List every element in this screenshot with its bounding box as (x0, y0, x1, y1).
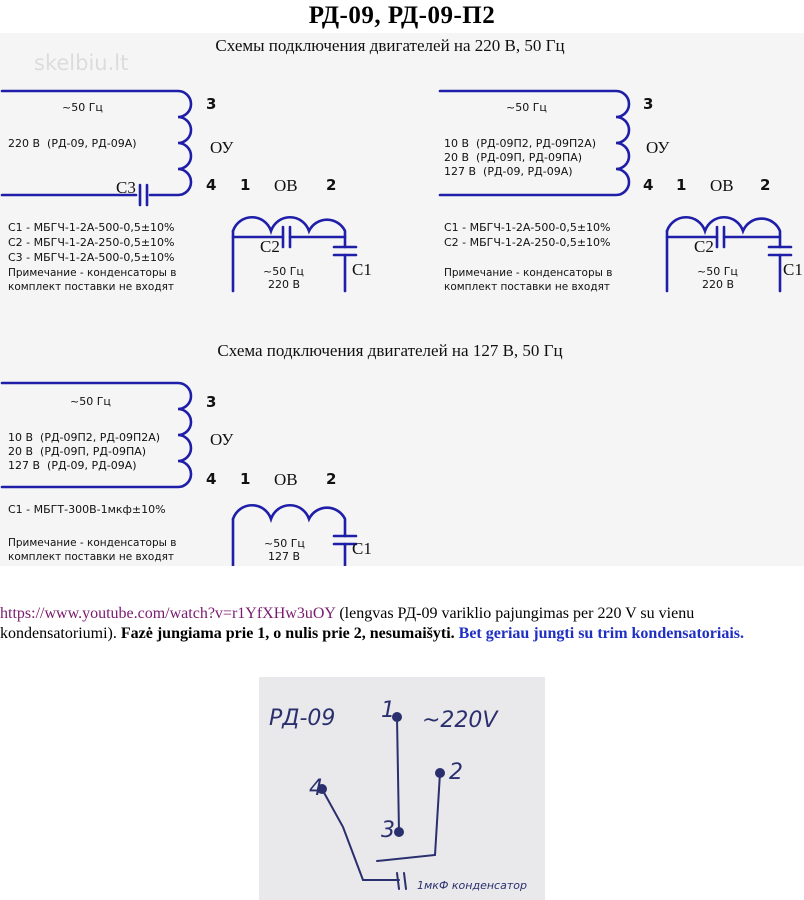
bottom-ov-label: ОВ (274, 470, 298, 489)
left-remark-1: Примечание - конденсаторы в (8, 267, 177, 279)
sketch-terminal-3 (394, 827, 404, 837)
right-supply-freq: ~50 Гц (697, 265, 738, 278)
right-ou-label: ОУ (646, 138, 670, 157)
left-capacitor-2: С2 - МБГЧ-1-2А-250-0,5±10% (8, 236, 175, 249)
right-pin-1: 1 (676, 176, 687, 194)
right-pin-3: 3 (643, 95, 654, 113)
sketch-capacitor-label: 1мкФ конденсатор (417, 879, 527, 892)
section-127v-heading: Схема подключения двигателей на 127 В, 50 Гц (217, 341, 563, 360)
sketch-label-2: 2 (449, 760, 463, 785)
left-pin-4: 4 (206, 176, 217, 194)
right-remark-1: Примечание - конденсаторы в (444, 267, 613, 279)
bottom-remark-2: комплект поставки не входят (8, 551, 175, 563)
hand-sketch-photo (259, 677, 545, 900)
left-pin-2: 2 (326, 176, 337, 194)
left-pin-3: 3 (206, 95, 217, 113)
right-capacitor-2: С2 - МБГЧ-1-2А-250-0,5±10% (444, 236, 611, 249)
left-remark-2: комплект поставки не входят (8, 281, 175, 293)
left-c2-capacitor (283, 227, 290, 247)
bottom-ou-label: ОУ (210, 430, 234, 449)
bottom-pin-1: 1 (240, 470, 251, 488)
right-voltage-1: 10 В (РД-09П2, РД-09П2А) (444, 137, 597, 150)
left-ov-label: ОВ (274, 176, 298, 195)
note-bold-instruction: Fazė jungiama prie 1, o nulis prie 2, nesumaišyti. (120, 625, 455, 642)
bottom-capacitor-1: С1 - МБГТ-300В-1мкф±10% (8, 503, 166, 516)
right-voltage-2: 20 В (РД-09П, РД-09ПА) (444, 151, 583, 164)
left-c3-capacitor (140, 185, 147, 205)
sketch-voltage-label: ~220V (422, 708, 498, 733)
bottom-ov-winding (233, 505, 345, 536)
bottom-c1-label: С1 (352, 539, 372, 558)
right-freq-label: ~50 Гц (506, 101, 547, 114)
bottom-remark-1: Примечание - конденсаторы в (8, 537, 177, 549)
bottom-freq-label: ~50 Гц (70, 395, 111, 408)
wiring-note (0, 604, 800, 644)
sketch-label-4: 4 (309, 776, 323, 801)
left-c1-label: С1 (352, 260, 372, 279)
watermark-text: skelbiu.lt (34, 51, 129, 75)
left-supply-freq: ~50 Гц (263, 265, 304, 278)
bottom-pin-3: 3 (206, 393, 217, 411)
bottom-voltage-1: 10 В (РД-09П2, РД-09П2А) (8, 431, 161, 444)
right-supply-voltage: 220 В (702, 278, 735, 291)
left-freq-label: ~50 Гц (62, 101, 103, 114)
bottom-pin-4: 4 (206, 470, 217, 488)
section-220v-heading: Схемы подключения двигателей на 220 В, 50 Гц (215, 36, 565, 55)
bottom-voltage-2: 20 В (РД-09П, РД-09ПА) (8, 445, 147, 458)
left-supply-voltage: 220 В (268, 278, 301, 291)
right-c2-label: С2 (694, 237, 714, 256)
right-voltage-3: 127 В (РД-09, РД-09А) (444, 165, 573, 178)
right-pin-2: 2 (760, 176, 771, 194)
left-capacitor-3: С3 - МБГЧ-1-2А-500-0,5±10% (8, 251, 175, 264)
schematics-panel (0, 33, 804, 566)
left-capacitor-1: С1 - МБГЧ-1-2А-500-0,5±10% (8, 221, 175, 234)
right-c2-capacitor (717, 227, 724, 247)
bottom-supply-freq: ~50 Гц (264, 537, 305, 550)
right-remark-2: комплект поставки не входят (444, 281, 611, 293)
sketch-model-label: РД-09 (269, 706, 336, 731)
sketch-label-3: 3 (381, 818, 395, 843)
sketch-label-1: 1 (381, 698, 395, 723)
wiring-diagrams (0, 33, 804, 566)
right-ov-label: ОВ (710, 176, 734, 195)
right-c1-label: С1 (783, 260, 803, 279)
right-pin-4: 4 (643, 176, 654, 194)
hand-sketch-drawing (259, 677, 545, 900)
left-voltage-label: 220 В (РД-09, РД-09А) (8, 137, 137, 150)
right-capacitor-1: С1 - МБГЧ-1-2А-500-0,5±10% (444, 221, 611, 234)
bottom-supply-voltage: 127 В (268, 550, 301, 563)
note-text: (lengvas РД-09 variklio pajungimas per 220 V su vienu kondensatoriumi). (0, 605, 695, 642)
left-ou-label: ОУ (210, 138, 234, 157)
youtube-link[interactable]: https://www.youtube.com/watch?v=r1YfXHw3uOY (0, 605, 336, 622)
left-c2-label: С2 (260, 237, 280, 256)
bottom-pin-2: 2 (326, 470, 337, 488)
left-c3-label: С3 (116, 178, 136, 197)
sketch-terminal-2 (435, 768, 445, 778)
left-pin-1: 1 (240, 176, 251, 194)
bottom-voltage-3: 127 В (РД-09, РД-09А) (8, 459, 137, 472)
note-recommendation: Bet geriau jungti su trim kondensatoriais. (458, 625, 744, 642)
page-title: РД-09, РД-09-П2 (308, 2, 496, 29)
